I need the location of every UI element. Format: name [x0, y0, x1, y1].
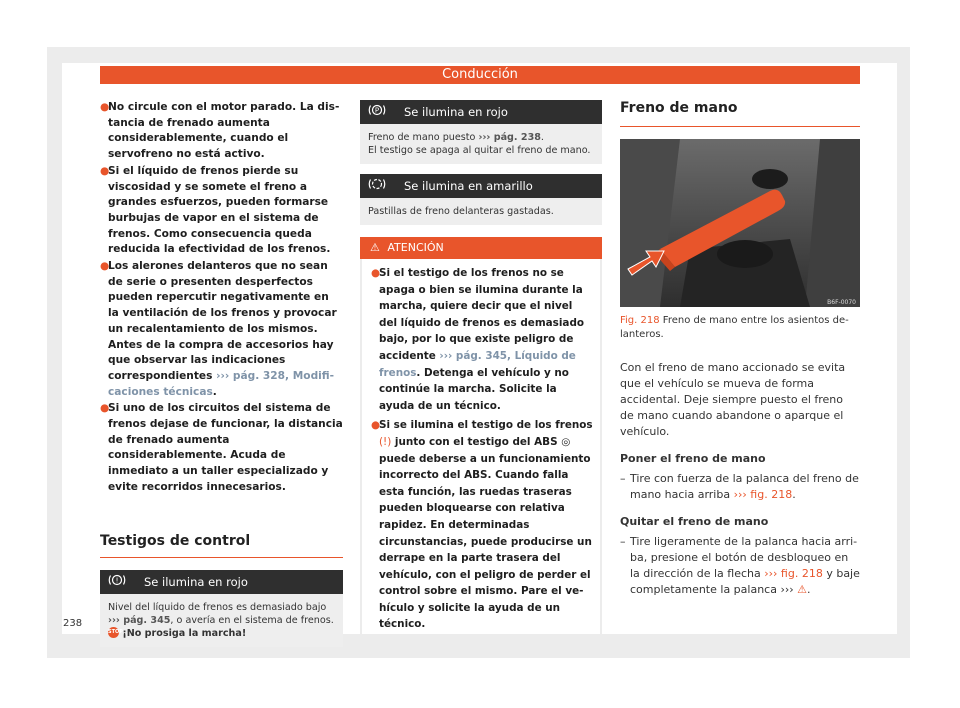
- attention-body: [360, 259, 602, 644]
- stop-icon: STOP: [108, 627, 119, 638]
- figure-code: B6F-0070: [827, 299, 856, 306]
- step: – Tire ligeramente de la palanca hacia arriba, presione el botón de desbloqueo en la dirección de la flecha ››› fig. 218 y baje completamente la palanca ››› ⚠.: [620, 535, 860, 596]
- list-item: ● Si uno de los circuitos del sistema de frenos dejase de funcionar, la distancia de frenado aumenta considerablemente. Acuda de inmediato a un taller especializado y evite recorridos innecesarios.: [100, 402, 343, 493]
- attention-header: ⚠ ATENCIÓN: [360, 237, 602, 259]
- warning-light-box: [360, 100, 602, 164]
- brake-light-icon: (!): [379, 435, 392, 448]
- attention-box: [360, 237, 602, 644]
- list-item: ● Los alerones delanteros que no sean de serie o presenten desperfectos pueden repercutir negativamente en la ventilación de los frenos y provocar un recalentamiento de los mismos. Antes de la compra de accesorios hay que observar las indicaciones correspondientes ››› pág. 328, Modificaciones técnicas.: [100, 260, 337, 398]
- figure-reference-link[interactable]: ››› fig. 218: [764, 567, 823, 580]
- column-middle: [360, 100, 602, 644]
- warning-bar: P Se ilumina en rojo: [360, 100, 602, 124]
- chapter-header: Conducción: [100, 66, 860, 84]
- intro-paragraph: Con el freno de mano accionado se evita que el vehículo se mueva de forma accidental. Deje siempre puesto el freno de mano cuando abandone o aparque el vehículo.: [620, 361, 846, 438]
- list-item: ● Si el líquido de frenos pierde su viscosidad y se somete el freno a grandes esfuerzos, pueden formarse burbujas de vapor en el sistema de frenos. Como consecuencia queda reducida la efectividad de los frenos.: [100, 164, 331, 256]
- section-title: Freno de mano: [620, 100, 860, 127]
- abs-icon: ◎: [561, 435, 571, 448]
- brake-warning-icon: [100, 573, 134, 591]
- column-left: [100, 100, 343, 647]
- svg-text:P: P: [374, 106, 380, 115]
- warning-bar: ! Se ilumina en rojo: [100, 570, 343, 594]
- brake-pad-icon: [360, 177, 394, 195]
- column-right: [620, 100, 860, 598]
- warning-description: Nivel del líquido de frenos es demasiado bajo ››› pág. 345, o avería en el sistema de frenos. STOP ¡No prosiga la marcha!: [100, 594, 343, 647]
- warning-triangle-icon: ⚠: [370, 241, 380, 254]
- figure-reference-link[interactable]: ››› fig. 218: [733, 488, 793, 501]
- list-item: ● Si se ilumina el testigo de los frenos (!) junto con el testigo del ABS ◎ puede deberse a un funcionamiento incorrecto del ABS. Cuando falla esta función, las ruedas traseras pueden bloquearse con relativa rapidez. En determinadas circunstancias, puede producirse un derrape en la parte trasera del vehículo, con el peligro de perder el control sobre el mismo. Pare el vehículo y solicite la ayuda de un técnico.: [371, 419, 593, 631]
- cross-reference-link[interactable]: ››› pág. 238: [478, 132, 541, 143]
- list-item: ● No circule con el motor parado. La distancia de frenado aumenta considerablemente, cuando el servofreno no está activo.: [100, 101, 340, 161]
- step: – Tire con fuerza de la palanca del freno de mano hacia arriba ››› fig. 218.: [620, 472, 859, 501]
- svg-text:!: !: [115, 576, 119, 585]
- warning-description: Freno de mano puesto ››› pág. 238. El testigo se apaga al quitar el freno de mano.: [360, 124, 602, 164]
- warning-description: Pastillas de freno delanteras gastadas.: [360, 198, 602, 225]
- page-number: 238: [63, 618, 83, 629]
- section-title: Testigos de control: [100, 533, 343, 558]
- handbrake-figure: [620, 139, 860, 307]
- cross-reference-link[interactable]: ››› pág. 345: [108, 614, 171, 626]
- cross-reference-link[interactable]: ››› pág. 328, Modificaciones técnicas: [108, 369, 335, 398]
- subheading: Poner el freno de mano: [620, 452, 766, 465]
- cross-reference-link[interactable]: ››› pág. 345, Líquido de frenos: [379, 349, 576, 379]
- parking-brake-icon: [360, 103, 394, 121]
- list-item: ● Si el testigo de los frenos no se apaga o bien se ilumina durante la marcha, quiere decir que el nivel del líquido de frenos es demasiado bajo, por lo que existe peligro de accidente ››› pág. 345, Líquido de frenos. Detenga el vehículo y no continúe la marcha. Solicite la ayuda de un técnico.: [371, 267, 585, 412]
- warning-light-box: [360, 174, 602, 225]
- warning-light-box: [100, 570, 343, 647]
- figure-caption: Fig. 218 Freno de mano entre los asientos delanteros.: [620, 315, 849, 340]
- warning-bar: Se ilumina en amarillo: [360, 174, 602, 198]
- warning-triangle-icon[interactable]: ⚠: [797, 583, 808, 596]
- subheading: Quitar el freno de mano: [620, 515, 769, 528]
